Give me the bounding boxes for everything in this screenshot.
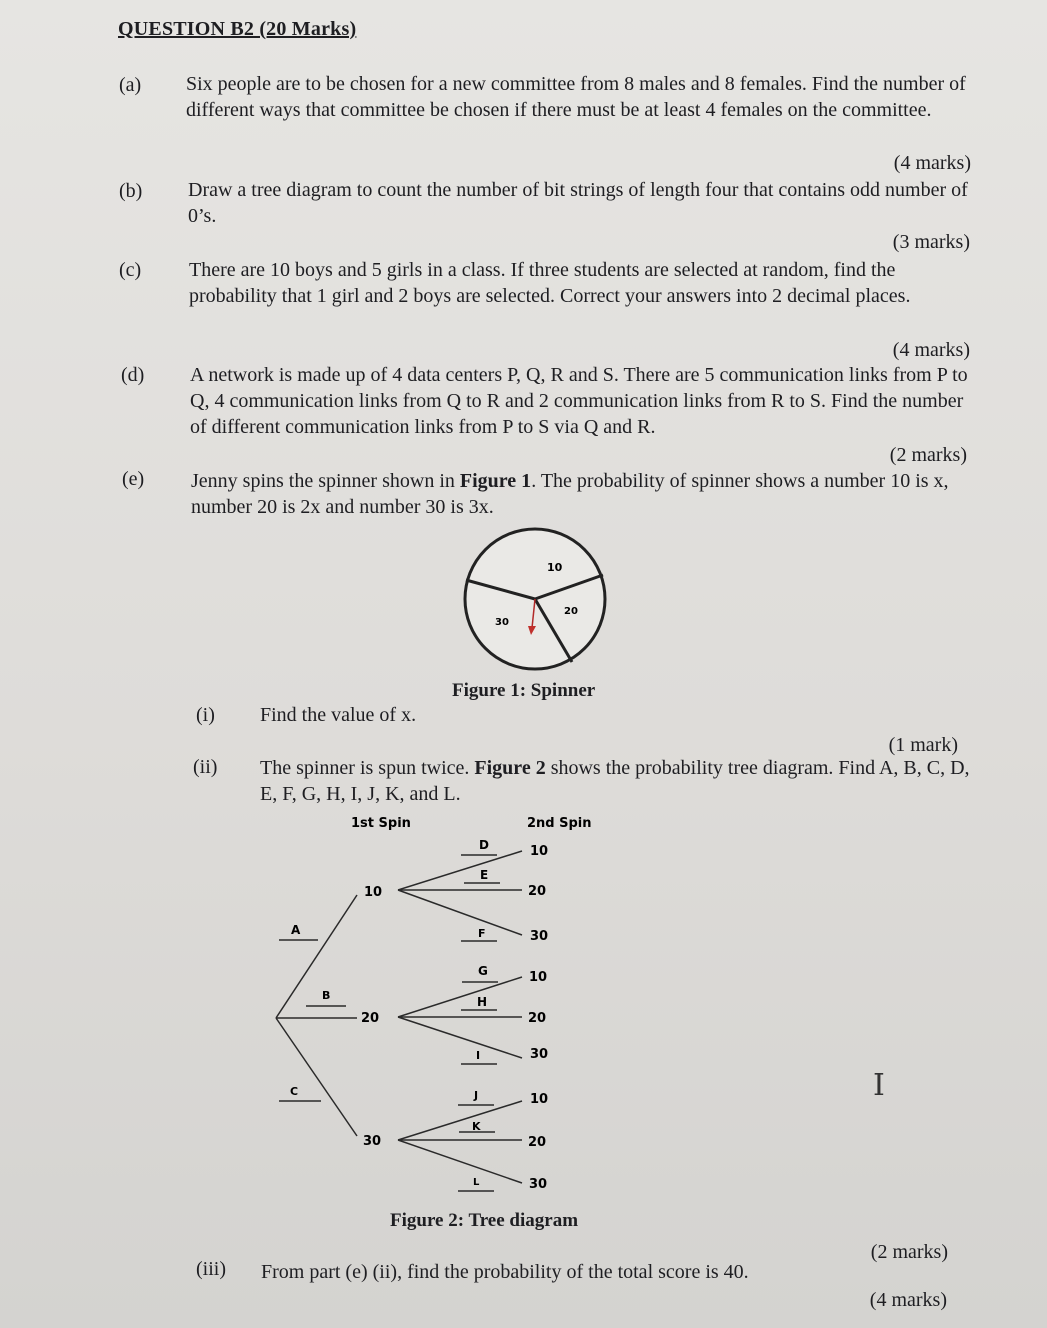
branch-label-L: L [473, 1177, 480, 1188]
figure1-caption: Figure 1: Spinner [452, 680, 596, 701]
spinner-label-20: 20 [564, 606, 578, 617]
part-d-label: (d) [121, 364, 145, 386]
part-a-text: Six people are to be chosen for a new committee from 8 males and 8 females. Find the number of different ways that committee be chosen if there must be at least 4 females on the committee. [186, 73, 966, 121]
branch-label-J: J [474, 1089, 479, 1102]
branch-label-H: H [477, 995, 488, 1009]
part-c-text: There are 10 boys and 5 girls in a class. If three students are selected at random, find the probability that 1 girl and 2 boys are selected. Correct your answers into 2 decimal places. [189, 259, 911, 307]
part-e-figure-ref: Figure 1 [459, 470, 532, 492]
second-outcome: 20 [528, 1011, 547, 1026]
second-outcome: 10 [530, 844, 549, 859]
branch-label-C: C [290, 1085, 299, 1098]
question-title: QUESTION B2 (20 Marks) [118, 18, 357, 40]
subpart-ii-text-pre: The spinner is spun twice. [260, 757, 475, 779]
branch-line-A [276, 895, 357, 1018]
subpart-ii-marks: (2 marks) [870, 1241, 948, 1263]
figure2-caption: Figure 2: Tree diagram [390, 1210, 579, 1231]
subpart-i-text: Find the value of x. [260, 704, 417, 726]
tree-header-1st-spin: 1st Spin [351, 816, 411, 831]
spinner-label-30: 30 [495, 617, 509, 628]
branch-line-F [398, 890, 522, 935]
part-b-label: (b) [119, 180, 143, 202]
second-outcome: 30 [530, 1047, 549, 1062]
tree-header-2nd-spin: 2nd Spin [527, 816, 592, 831]
branch-line-G [398, 977, 522, 1017]
part-e-text-pre: Jenny spins the spinner shown in [191, 470, 460, 492]
subpart-iii-label: (iii) [196, 1258, 226, 1280]
second-outcome: 20 [528, 1135, 547, 1150]
subpart-i-label: (i) [196, 704, 215, 726]
part-c-label: (c) [119, 259, 142, 281]
branch-label-D: D [479, 838, 489, 852]
subpart-i-marks: (1 mark) [888, 734, 958, 756]
branch-label-B: B [322, 989, 331, 1002]
second-outcome: 30 [529, 1177, 548, 1192]
branch-line-L [398, 1140, 522, 1183]
first-outcome-10: 10 [364, 885, 383, 900]
part-a-marks: (4 marks) [893, 152, 971, 174]
branch-label-K: K [472, 1120, 481, 1133]
part-e-text-post: . The probability of spinner shows a number 10 is x, number 20 is 2x and number 30 is 3x. [191, 470, 949, 518]
branch-label-F: F [478, 927, 486, 940]
branch-line-C [276, 1018, 357, 1136]
subpart-ii-figure-ref: Figure 2 [474, 757, 546, 779]
branch-line-I [398, 1017, 522, 1058]
part-b-marks: (3 marks) [892, 231, 970, 253]
spinner-label-10: 10 [547, 561, 563, 574]
branch-label-A: A [291, 923, 301, 937]
part-c-marks: (4 marks) [892, 339, 970, 361]
second-outcome: 10 [529, 970, 548, 985]
part-d-marks: (2 marks) [889, 444, 967, 466]
branch-line-J [398, 1101, 522, 1140]
part-b-text: Draw a tree diagram to count the number of bit strings of length four that contains odd number of 0’s. [188, 179, 968, 227]
first-outcome-30: 30 [363, 1134, 382, 1149]
subpart-iii-marks: (4 marks) [869, 1289, 947, 1311]
subpart-ii-text-post: shows the probability tree diagram. Find A, B, C, D, E, F, G, H, I, J, K, and L. [260, 757, 970, 805]
part-a-label: (a) [119, 74, 142, 96]
subpart-iii-text: From part (e) (ii), find the probability of the total score is 40. [261, 1261, 749, 1283]
second-outcome: 20 [528, 884, 547, 899]
branch-label-E: E [480, 868, 489, 882]
first-outcome-20: 20 [361, 1011, 380, 1026]
branch-line-D [398, 851, 522, 890]
second-outcome: 10 [530, 1092, 549, 1107]
branch-label-G: G [478, 964, 488, 978]
text-cursor-icon: I [873, 1068, 885, 1103]
part-d-text: A network is made up of 4 data centers P, Q, R and S. There are 5 communication links from P to Q, 4 communication links from Q to R and 2 communication links from R to S. Find the number of different communication links from P to S via Q and R. [190, 364, 968, 438]
part-e-label: (e) [122, 468, 145, 490]
subpart-ii-label: (ii) [193, 756, 218, 778]
branch-label-I: I [476, 1049, 481, 1062]
second-outcome: 30 [530, 929, 549, 944]
